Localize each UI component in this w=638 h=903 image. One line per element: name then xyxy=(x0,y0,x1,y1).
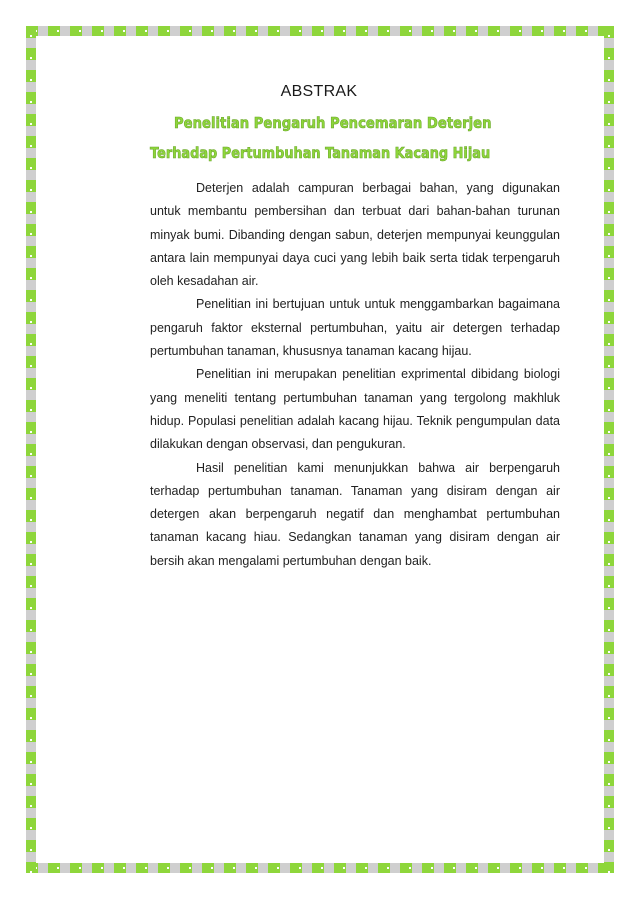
abstract-paragraph-2: Penelitian ini bertujuan untuk untuk menggambarkan bagaimana pengaruh faktor eksternal pertumbuhan, yaitu air detergen terhadap pertumbuhan tanaman, khususnya tanaman kacang hijau. xyxy=(150,297,560,359)
decorative-border-left xyxy=(26,26,36,873)
subtitle-line-1: Penelitian Pengaruh Pencemaran Deterjen xyxy=(174,114,492,132)
abstract-paragraph-4: Hasil penelitian kami menunjukkan bahwa air berpengaruh terhadap pertumbuhan tanaman. Tanaman yang disiram dengan air detergen akan berpengaruh negatif dan menghambat pertumbuhan tanaman kacang hiau. Sedangkan tanaman yang disiram dengan air bersih akan mengalami pertumbuhan dengan baik. xyxy=(150,460,560,568)
abstract-paragraph-1: Deterjen adalah campuran berbagai bahan, yang digunakan untuk membantu pembersihan dan terbuat dari bahan-bahan turunan minyak bumi. Dibanding dengan sabun, deterjen mempunyai keunggulan antara lain mempunyai daya cuci yang lebih baik serta tidak terpengaruh oleh kesadahan air. xyxy=(150,181,560,289)
subtitle-line-2: Terhadap Pertumbuhan Tanaman Kacang Hijau xyxy=(150,144,491,162)
decorative-border-top xyxy=(26,26,614,36)
document-title: ABSTRAK xyxy=(280,83,358,100)
decorative-border-bottom xyxy=(26,863,614,873)
abstract-paragraph-3: Penelitian ini merupakan penelitian exprimental dibidang biologi yang meneliti tentang pertumbuhan tanaman yang tergolong makhluk hidup. Populasi penelitian adalah kacang hijau. Teknik pengumpulan data dilakukan dengan observasi, dan pengukuran. xyxy=(150,367,560,452)
decorative-border-right xyxy=(604,26,614,873)
abstract-body xyxy=(150,177,560,573)
